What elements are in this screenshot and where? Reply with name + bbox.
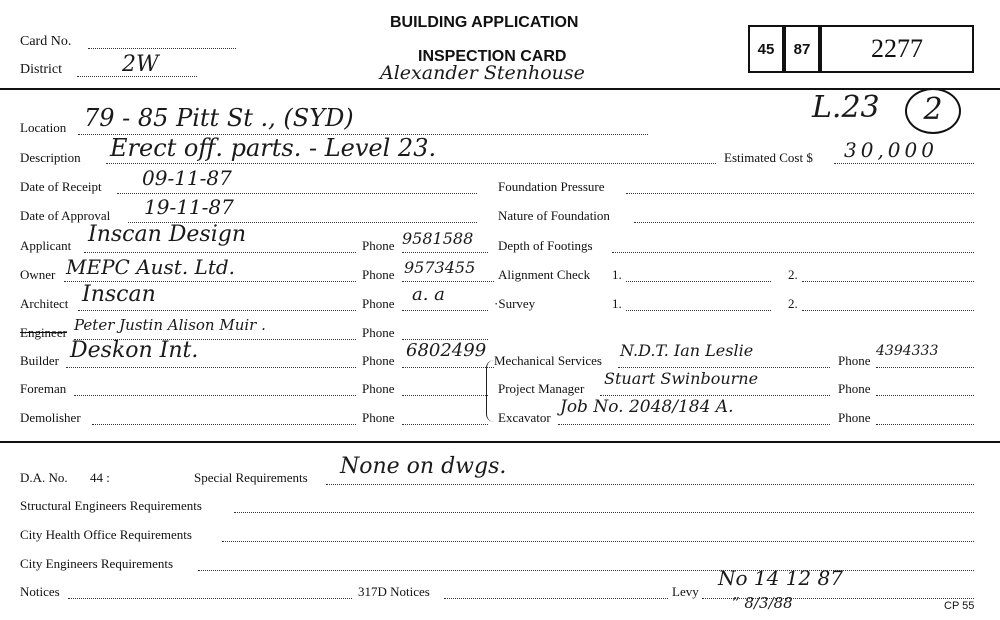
location-value: 79 - 85 Pitt St ., (SYD) [84, 104, 354, 132]
estimated-cost-line [834, 163, 974, 164]
date-approval-label: Date of Approval [20, 208, 111, 223]
architect-phone-line [402, 310, 488, 311]
owner-phone-line [402, 281, 494, 282]
district-label: District [20, 62, 62, 77]
form-code: CP 55 [944, 600, 975, 612]
date-receipt-line [117, 193, 477, 194]
survey-1-line [626, 310, 771, 311]
district-value: 2W [122, 52, 159, 77]
owner-label: Owner [20, 267, 56, 282]
date-receipt-label: Date of Receipt [20, 179, 102, 194]
builder-value: Deskon Int. [70, 338, 199, 363]
health-line [222, 541, 974, 542]
project-manager-phone-line [876, 395, 974, 396]
excavator-phone-label: Phone [838, 410, 871, 425]
alignment-check-label: Alignment Check [498, 267, 591, 282]
form-subtitle: INSPECTION CARD [418, 48, 567, 65]
section-divider [0, 441, 1000, 443]
description-label: Description [20, 150, 81, 165]
notices-label: Notices [20, 584, 60, 599]
date-approval-value: 19-11-87 [144, 195, 234, 219]
survey-2-line [802, 310, 974, 311]
depth-footings-line [612, 252, 974, 253]
demolisher-label: Demolisher [20, 410, 81, 425]
mech-services-phone-line [876, 367, 974, 368]
excavator-value: Job No. 2048/184 A. [560, 397, 734, 417]
description-value: Erect off. parts. - Level 23. [110, 134, 437, 162]
nature-foundation-line [634, 222, 974, 223]
alignment-check-2-label: 2. [788, 267, 798, 282]
architect-phone-label: Phone [362, 296, 395, 311]
location-label: Location [20, 120, 67, 135]
levy-value: No 14 12 87 [718, 566, 843, 590]
owner-phone-label: Phone [362, 267, 395, 282]
card-number-box: 2277 [820, 25, 974, 73]
project-manager-line [600, 395, 830, 396]
circled-number: 2 [905, 88, 961, 134]
date-receipt-value: 09-11-87 [142, 166, 232, 190]
card-box-87: 87 [784, 25, 820, 73]
alignment-check-2-line [802, 281, 974, 282]
mech-services-phone-value: 4394333 [876, 343, 939, 359]
project-manager-value: Stuart Swinbourne [604, 369, 759, 388]
owner-value: MEPC Aust. Ltd. [66, 255, 236, 279]
demolisher-line [92, 424, 356, 425]
alignment-check-1-line [626, 281, 771, 282]
builder-phone-value: 6802499 [406, 340, 487, 361]
architect-label: Architect [20, 296, 69, 311]
project-manager-phone-label: Phone [838, 381, 871, 396]
depth-footings-label: Depth of Footings [498, 238, 593, 253]
mech-services-phone-label: Phone [838, 353, 871, 368]
card-no-line [88, 48, 236, 49]
structural-label: Structural Engineers Requirements [20, 498, 202, 513]
foreman-phone-label: Phone [362, 381, 395, 396]
survey-label: ·Survey [494, 296, 536, 311]
survey-1-label: 1. [612, 296, 622, 311]
engineer-value: Peter Justin Alison Muir . [74, 316, 266, 334]
services-bracket [486, 360, 495, 422]
architect-phone-value: a. a [412, 284, 445, 305]
levy-value-2: ” 8/3/88 [732, 594, 793, 612]
special-req-label: Special Requirements [194, 470, 308, 485]
excavator-label: Excavator [498, 410, 551, 425]
form-title: BUILDING APPLICATION [390, 14, 579, 31]
demolisher-phone-label: Phone [362, 410, 395, 425]
alignment-check-1-label: 1. [612, 267, 622, 282]
applicant-phone-value: 9581588 [402, 229, 474, 248]
builder-phone-line [402, 367, 494, 368]
excavator-line [558, 424, 830, 425]
mech-services-line [618, 367, 830, 368]
inspector-signature: Alexander Stenhouse [380, 62, 585, 84]
level-annotation: L.23 [812, 90, 880, 125]
excavator-phone-line [876, 424, 974, 425]
foundation-pressure-line [626, 193, 974, 194]
mech-services-label: Mechanical Services [494, 353, 602, 368]
foundation-pressure-label: Foundation Pressure [498, 179, 605, 194]
da-no-value: 44 : [90, 470, 110, 485]
applicant-phone-label: Phone [362, 238, 395, 253]
city-eng-label: City Engineers Requirements [20, 556, 174, 571]
city-eng-line [198, 570, 974, 571]
survey-2-label: 2. [788, 296, 798, 311]
engineer-label: Engineer [20, 325, 67, 340]
architect-line [78, 310, 356, 311]
architect-value: Inscan [82, 282, 156, 307]
applicant-line [84, 252, 356, 253]
foreman-label: Foreman [20, 381, 67, 396]
engineer-phone-label: Phone [362, 325, 395, 340]
applicant-label: Applicant [20, 238, 72, 253]
special-req-value: None on dwgs. [340, 454, 507, 479]
description-line [106, 163, 716, 164]
owner-phone-value: 9573455 [404, 258, 476, 277]
special-req-line [326, 484, 974, 485]
notices-line [68, 598, 352, 599]
health-label: City Health Office Requirements [20, 527, 192, 542]
foreman-phone-line [402, 395, 488, 396]
structural-line [234, 512, 974, 513]
applicant-value: Inscan Design [88, 222, 246, 247]
notices-317d-label: 317D Notices [358, 584, 430, 599]
card-box-45: 45 [748, 25, 784, 73]
estimated-cost-label: Estimated Cost $ [724, 150, 813, 165]
demolisher-phone-line [402, 424, 488, 425]
builder-line [66, 367, 356, 368]
da-no-label: D.A. No. [20, 470, 68, 485]
builder-label: Builder [20, 353, 59, 368]
project-manager-label: Project Manager [498, 381, 585, 396]
builder-phone-label: Phone [362, 353, 395, 368]
nature-foundation-label: Nature of Foundation [498, 208, 610, 223]
applicant-phone-line [402, 252, 488, 253]
mech-services-value: N.D.T. Ian Leslie [620, 341, 754, 360]
foreman-line [74, 395, 356, 396]
survey-label-text: Survey [498, 296, 536, 311]
estimated-cost-value: 30,000 [844, 138, 938, 162]
levy-label: Levy [672, 584, 699, 599]
notices-317d-line [444, 598, 668, 599]
card-no-label: Card No. [20, 34, 72, 49]
